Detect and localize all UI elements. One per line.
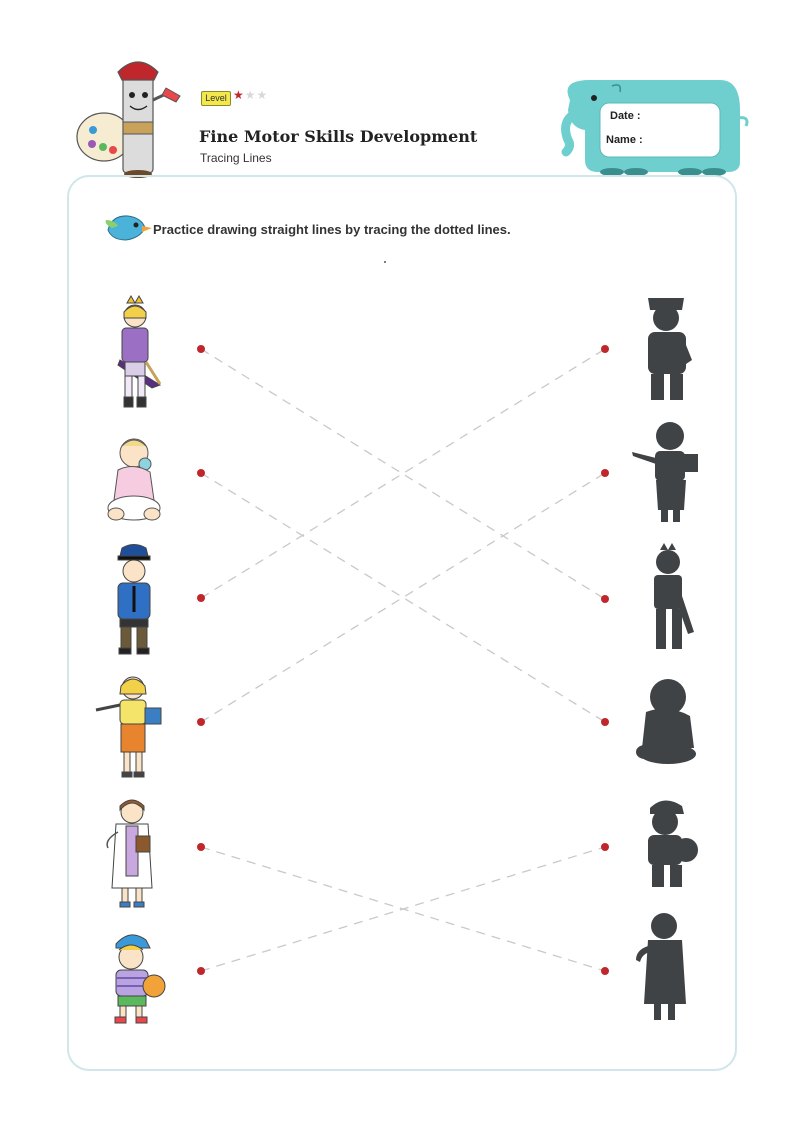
page-title: Fine Motor Skills Development <box>199 127 478 146</box>
star-empty-icon: ★ <box>256 88 269 102</box>
instruction-text: Practice drawing straight lines by tracing the dotted lines. <box>153 222 511 237</box>
date-label: Date : <box>610 110 641 122</box>
page-subtitle: Tracing Lines <box>200 151 272 165</box>
paintbrush-mascot-icon <box>77 62 180 178</box>
star-filled-icon: ★ <box>233 88 245 102</box>
star-empty-icon: ★ <box>244 88 257 102</box>
name-label: Name : <box>606 134 643 146</box>
level-badge: Level <box>201 91 231 106</box>
worksheet-frame <box>67 175 737 1071</box>
elephant-name-card <box>566 80 747 176</box>
